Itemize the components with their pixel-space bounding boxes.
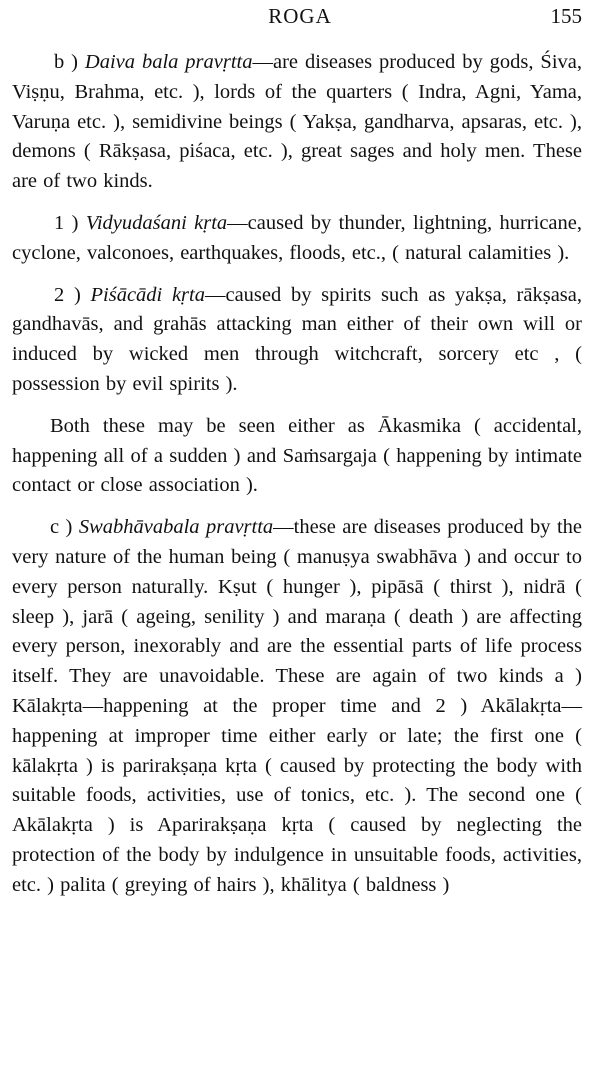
- paragraph-daiva-bala: [12, 48, 582, 197]
- paragraph-text: —caused by thunder, lightning, hurricane, cyclone, valconoes, earthquakes, floods, etc., ( natural calamities ).: [12, 211, 582, 264]
- paragraph-text: Both these may be seen either as Ākasmika ( accidental, happening all of a sudden ) and Saṁsargaja ( happening by intimate contact or close association ).: [12, 414, 582, 497]
- page-body: [12, 48, 582, 913]
- list-marker: 2 ): [54, 283, 91, 306]
- paragraph-akasmika: [12, 412, 582, 501]
- paragraph-text: —caused by spirits such as yakṣa, rākṣasa, gandhavās, and grahās attacking man either of their own will or induced by wicked men through witchcraft, sorcery etc , ( possession by evil spirits ).: [12, 283, 582, 395]
- page-number: 155: [550, 4, 582, 28]
- running-head: ROGA: [268, 4, 332, 28]
- sanskrit-term: Swabhāvabala pravṛtta: [78, 516, 274, 539]
- paragraph-swabhavabala: [12, 513, 582, 900]
- paragraph-pisacadi: [12, 281, 582, 400]
- list-marker: 1 ): [54, 211, 86, 234]
- page-header: [0, 4, 600, 32]
- list-marker: b ): [54, 51, 85, 73]
- sanskrit-term: Vidyudaśani kṛta: [85, 211, 228, 234]
- paragraph-vidyudasani: [12, 209, 582, 269]
- paragraph-text: —these are diseases produced by the very nature of the human being ( manuṣya swabhāva ) and occur to every person naturally. Kṣut ( hunger ), pipāsā ( thirst ), nidrā ( sleep ), jarā ( ageing, senility ) and maraṇa ( death ) are affecting every person, inexorably and are the essential parts of life process itself. They are unavoidable. These are again of two kinds a ) Kālakṛta—happening at the proper time and 2 ) Akālakṛta—happening at improper time either early or late; the first one ( kālakṛta ) is parirakṣaṇa kṛta ( caused by protecting the body with suitable foods, activities, use of tonics, etc. ). The second one ( Akālakṛta ) is Aparirakṣaṇa kṛta ( caused by neglecting the protection of the body by indulgence in unsuitable foods, activities, etc. ) palita ( greying of hairs ), khālitya ( baldness ): [12, 516, 582, 896]
- sanskrit-term: Piśācādi kṛta: [90, 283, 205, 306]
- paragraph-text: —are diseases produced by gods, Śiva, Viṣṇu, Brahma, etc. ), lords of the quarters ( Indra, Agni, Yama, Varuṇa etc. ), semidivine beings ( Yakṣa, gandharva, apsaras, etc. ), demons ( Rākṣasa, piśaca, etc. ), great sages and holy men. These are of two kinds.: [12, 51, 582, 193]
- sanskrit-term: Daiva bala pravṛtta: [84, 51, 253, 73]
- list-marker: c ): [50, 516, 79, 539]
